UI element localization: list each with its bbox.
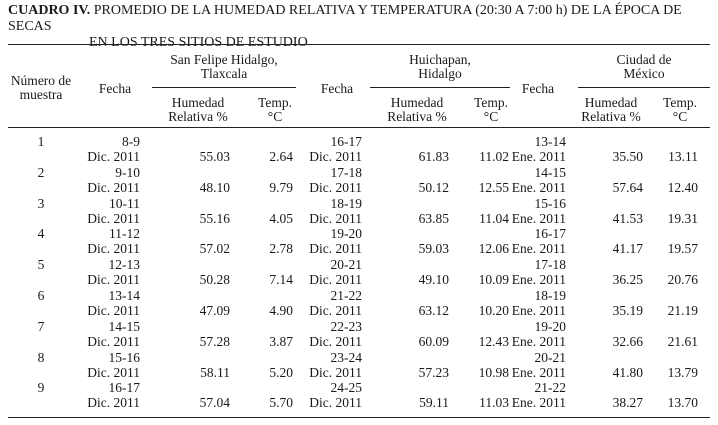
humidity-value: 59.11: [419, 395, 449, 411]
header-humedad-line-2: Relativa %: [581, 109, 641, 124]
temperature-value: 5.20: [269, 364, 293, 380]
humidity-value: 60.09: [418, 333, 449, 349]
humidity-value: 57.02: [199, 241, 230, 257]
temperature-value: 19.57: [667, 241, 698, 257]
date-month: Dic. 2011: [309, 210, 362, 226]
caption-title: PROMEDIO DE LA HUMEDAD RELATIVA Y TEMPERATURA (20:30 A 7:00 h) DE LA ÉPOCA DE SECAS: [8, 3, 682, 34]
temperature-value: 2.64: [269, 149, 293, 164]
header-site-rule: [578, 87, 710, 88]
header-site-name: [578, 53, 710, 81]
date-range: 10-11: [109, 195, 140, 211]
temperature-value: 10.20: [478, 303, 509, 318]
date-range: 18-19: [534, 288, 566, 303]
date-month: Dic. 2011: [309, 149, 362, 164]
humidity-value: 63.85: [418, 210, 449, 226]
caption-line-2: EN LOS TRES SITIOS DE ESTUDIO: [89, 35, 308, 50]
humidity-value: 38.27: [612, 395, 643, 411]
header-humedad: [381, 96, 453, 124]
date-range: 24-25: [330, 380, 362, 396]
temperature-value: 12.55: [478, 179, 509, 195]
humidity-value: 58.11: [200, 364, 230, 380]
date-month: Dic. 2011: [87, 333, 140, 349]
header-site-name: [152, 53, 296, 81]
header-site-line-2: Hidalgo: [418, 66, 462, 81]
humidity-value: 57.64: [612, 179, 643, 195]
date-month: Ene. 2011: [511, 149, 566, 164]
date-month: Ene. 2011: [511, 303, 566, 318]
top-rule: [8, 44, 710, 45]
humidity-value: 50.28: [199, 272, 230, 288]
humidity-value: 50.12: [418, 179, 449, 195]
date-range: 20-21: [534, 349, 566, 365]
date-range: 17-18: [330, 164, 362, 180]
date-month: Dic. 2011: [87, 210, 140, 226]
humidity-value: 57.04: [199, 395, 230, 411]
date-range: 16-17: [534, 226, 566, 242]
humidity-value: 57.28: [199, 333, 230, 349]
temperature-value: 9.79: [269, 179, 293, 195]
humidity-value: 49.10: [418, 272, 449, 288]
date-range: 12-13: [108, 257, 140, 273]
header-temp: [469, 96, 513, 124]
temperature-value: 11.04: [479, 210, 509, 226]
temperature-value: 21.61: [667, 333, 698, 349]
header-bottom-rule: [8, 127, 710, 128]
humidity-value: 57.23: [418, 364, 449, 380]
date-range: 13-14: [108, 288, 140, 303]
header-humedad-line-1: Humedad: [390, 95, 444, 110]
date-month: Dic. 2011: [87, 149, 140, 164]
date-range: 20-21: [330, 257, 362, 273]
date-range: 8-9: [122, 134, 140, 149]
caption-label: CUADRO IV.: [8, 3, 91, 18]
sample-number: 5: [37, 257, 45, 273]
header-fecha: Fecha: [320, 81, 354, 96]
sample-number: 8: [37, 349, 45, 365]
humidity-value: 55.16: [199, 210, 230, 226]
header-temp-line-2: °C: [672, 109, 688, 124]
sample-number: 2: [37, 164, 45, 180]
temperature-value: 13.11: [668, 149, 698, 164]
header-humedad: [162, 96, 234, 124]
header-site-name: [370, 53, 510, 81]
header-site-line-2: México: [623, 66, 665, 81]
temperature-value: 12.06: [478, 241, 509, 257]
caption-line-1: [8, 3, 712, 35]
header-humedad-line-2: Relativa %: [168, 109, 228, 124]
date-month: Ene. 2011: [511, 179, 566, 195]
temperature-value: 13.79: [667, 364, 698, 380]
date-range: 9-10: [115, 164, 140, 180]
date-range: 18-19: [330, 195, 362, 211]
header-temp-line-1: Temp.: [474, 95, 508, 110]
date-month: Dic. 2011: [309, 303, 362, 318]
header-humedad-line-1: Humedad: [584, 95, 638, 110]
temperature-value: 7.14: [269, 272, 293, 288]
humidity-value: 48.10: [199, 179, 230, 195]
temperature-value: 19.31: [667, 210, 698, 226]
date-month: Dic. 2011: [87, 364, 140, 380]
temperature-value: 10.98: [478, 364, 509, 380]
temperature-value: 12.43: [478, 333, 509, 349]
humidity-value: 41.17: [612, 241, 643, 257]
date-month: Dic. 2011: [87, 272, 140, 288]
temperature-value: 10.09: [478, 272, 509, 288]
date-range: 19-20: [330, 226, 362, 242]
header-site-line-1: Huichapan,: [409, 52, 471, 67]
header-temp-line-2: °C: [267, 109, 283, 124]
humidity-value: 35.19: [612, 303, 643, 318]
date-month: Ene. 2011: [511, 395, 566, 411]
date-month: Dic. 2011: [309, 241, 362, 257]
bottom-rule: [8, 417, 710, 418]
date-month: Ene. 2011: [511, 241, 566, 257]
date-range: 14-15: [534, 164, 566, 180]
sample-number: 7: [37, 318, 45, 334]
date-range: 14-15: [108, 318, 140, 334]
temperature-value: 3.87: [269, 333, 293, 349]
header-site-line-1: Ciudad de: [616, 52, 672, 67]
sample-number: 6: [37, 288, 45, 303]
date-month: Ene. 2011: [511, 364, 566, 380]
header-temp: [253, 96, 297, 124]
date-month: Dic. 2011: [87, 303, 140, 318]
date-month: Dic. 2011: [309, 364, 362, 380]
header-sample-line-2: muestra: [19, 87, 63, 102]
humidity-value: 59.03: [418, 241, 449, 257]
humidity-value: 47.09: [199, 303, 230, 318]
humidity-value: 32.66: [612, 333, 643, 349]
header-sample-line-1: Número de: [10, 73, 72, 88]
header-site-rule: [152, 87, 296, 88]
humidity-value: 36.25: [612, 272, 643, 288]
date-range: 13-14: [534, 134, 566, 149]
temperature-value: 4.90: [269, 303, 293, 318]
humidity-value: 61.83: [418, 149, 449, 164]
date-month: Ene. 2011: [511, 272, 566, 288]
sample-number: 9: [37, 380, 45, 396]
temperature-value: 12.40: [667, 179, 698, 195]
temperature-value: 4.05: [269, 210, 293, 226]
header-humedad-line-2: Relativa %: [387, 109, 447, 124]
temperature-value: 20.76: [667, 272, 698, 288]
date-month: Dic. 2011: [309, 179, 362, 195]
date-range: 15-16: [108, 349, 140, 365]
header-fecha: Fecha: [521, 81, 555, 96]
header-site-line-1: San Felipe Hidalgo,: [170, 52, 278, 67]
date-month: Dic. 2011: [87, 395, 140, 411]
humidity-value: 41.80: [612, 364, 643, 380]
header-temp-line-1: Temp.: [258, 95, 292, 110]
header-humedad: [575, 96, 647, 124]
temperature-value: 5.70: [269, 395, 293, 411]
header-humedad-line-1: Humedad: [171, 95, 225, 110]
temperature-value: 21.19: [667, 303, 698, 318]
temperature-value: 11.02: [479, 149, 509, 164]
humidity-value: 41.53: [612, 210, 643, 226]
temperature-value: 13.70: [667, 395, 698, 411]
header-temp-line-2: °C: [483, 109, 499, 124]
header-site-line-2: Tlaxcala: [200, 66, 248, 81]
date-range: 16-17: [108, 380, 140, 396]
sample-number: 1: [37, 134, 45, 149]
date-range: 11-12: [109, 226, 140, 242]
date-range: 21-22: [330, 288, 362, 303]
date-range: 16-17: [330, 134, 362, 149]
date-range: 17-18: [534, 257, 566, 273]
humidity-value: 63.12: [418, 303, 449, 318]
date-month: Ene. 2011: [511, 210, 566, 226]
sample-number: 4: [37, 226, 45, 242]
date-range: 15-16: [534, 195, 566, 211]
date-month: Dic. 2011: [87, 179, 140, 195]
date-range: 22-23: [330, 318, 362, 334]
humidity-value: 35.50: [612, 149, 643, 164]
header-temp-line-1: Temp.: [663, 95, 697, 110]
date-month: Dic. 2011: [87, 241, 140, 257]
date-month: Dic. 2011: [309, 395, 362, 411]
header-temp: [658, 96, 702, 124]
header-fecha: Fecha: [98, 81, 132, 96]
date-range: 23-24: [330, 349, 362, 365]
date-range: 19-20: [534, 318, 566, 334]
humidity-value: 55.03: [199, 149, 230, 164]
sample-number: 3: [37, 195, 45, 211]
date-month: Dic. 2011: [309, 333, 362, 349]
header-site-rule: [370, 87, 510, 88]
temperature-value: 11.03: [479, 395, 509, 411]
header-sample-number: [8, 74, 74, 102]
temperature-value: 2.78: [269, 241, 293, 257]
date-range: 21-22: [534, 380, 566, 396]
date-month: Dic. 2011: [309, 272, 362, 288]
date-month: Ene. 2011: [511, 333, 566, 349]
